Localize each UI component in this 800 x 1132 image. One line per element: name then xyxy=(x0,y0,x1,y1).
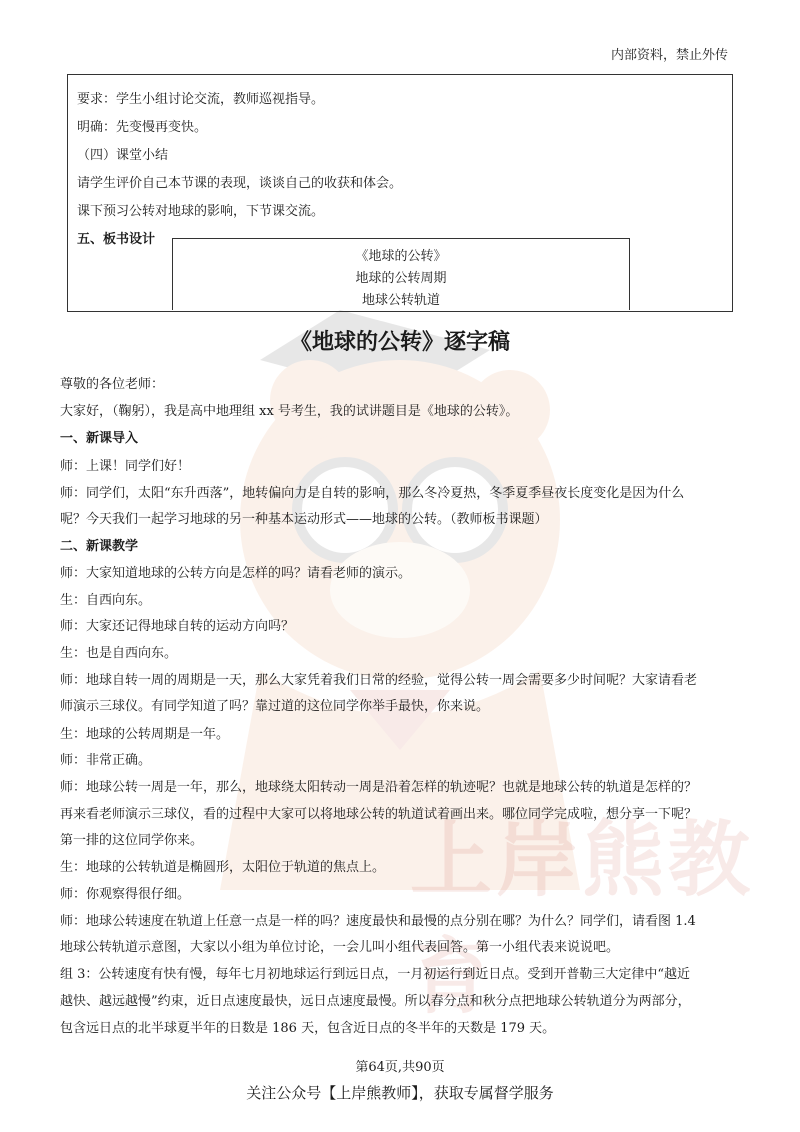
confidential-note: 内部资料，禁止外传 xyxy=(610,48,728,63)
paragraph: 生：地球的公转周期是一年。 xyxy=(60,727,230,742)
paragraph: 师：你观察得很仔细。 xyxy=(60,887,191,902)
paragraph: 师：地球公转速度在轨道上任意一点是一样的吗？速度最快和最慢的点分别在哪？为什么？同学们，请看图 1.4 xyxy=(60,914,696,929)
paragraph: 生：也是自西向东。 xyxy=(60,646,178,661)
paragraph: 师：上课！同学们好！ xyxy=(60,459,191,474)
footer-cta: 关注公众号【上岸熊教师】，获取专属督学服务 xyxy=(246,1084,554,1102)
paragraph: 第一排的这位同学你来。 xyxy=(60,833,204,848)
board-line: 地球的公转周期 xyxy=(355,271,447,286)
board-title: 《地球的公转》 xyxy=(355,249,447,264)
box-line: 课下预习公转对地球的影响，下节课交流。 xyxy=(77,204,325,219)
page-number: 第64页,共90页 xyxy=(355,1060,445,1075)
paragraph: 师：地球公转一周是一年，那么，地球绕太阳转动一周是沿着怎样的轨迹呢？也就是地球公转的轨道是怎样的？ xyxy=(60,780,698,795)
paragraph: 再来看老师演示三球仪，看的过程中大家可以将地球公转的轨道试着画出来。哪位同学完成啦，想分享一下呢？ xyxy=(60,807,698,822)
paragraph: 越快、越远越慢”约束，近日点速度最快，远日点速度最慢。所以春分点和秋分点把地球公转轨道分为两部分， xyxy=(60,994,691,1009)
paragraph: 师：地球自转一周的周期是一天，那么大家凭着我们日常的经验，觉得公转一周会需要多少时间呢？大家请看老 xyxy=(60,673,698,688)
box-line: 要求：学生小组讨论交流，教师巡视指导。 xyxy=(77,92,325,107)
watermark-text: 上岸熊教育 xyxy=(410,813,755,1025)
paragraph: 尊敬的各位老师： xyxy=(60,377,165,392)
paragraph: 组 3：公转速度有快有慢，每年七月初地球运行到远日点，一月初运行到近日点。受到开普勒三大定律中“越近 xyxy=(60,967,691,982)
paragraph: 生：自西向东。 xyxy=(60,593,152,608)
paragraph: 包含远日点的北半球夏半年的日数是 186 天，包含近日点的冬半年的天数是 179 天。 xyxy=(60,1021,556,1036)
paragraph: 师：大家还记得地球自转的运动方向吗？ xyxy=(60,619,295,634)
paragraph: 生：地球的公转轨道是椭圆形，太阳位于轨道的焦点上。 xyxy=(60,860,386,875)
paragraph: 师：大家知道地球的公转方向是怎样的吗？请看老师的演示。 xyxy=(60,566,412,581)
box-line: （四）课堂小结 xyxy=(77,148,169,163)
paragraph: 大家好，（鞠躬），我是高中地理组 xx 号考生，我的试讲题目是《地球的公转》。 xyxy=(60,404,519,419)
section-heading: 二、新课教学 xyxy=(60,539,139,554)
paragraph: 师：同学们，太阳“东升西落”，地转偏向力是自转的影响，那么冬冷夏热，冬季夏季昼夜长度变化是因为什么 xyxy=(60,486,685,501)
page-title: 《地球的公转》逐字稿 xyxy=(289,329,510,355)
paragraph: 呢？今天我们一起学习地球的另一种基本运动形式——地球的公转。（教师板书课题） xyxy=(60,512,548,527)
board-line: 地球公转轨道 xyxy=(361,293,440,308)
paragraph: 师：非常正确。 xyxy=(60,753,152,768)
paragraph: 地球公转轨道示意图，大家以小组为单位讨论，一会儿叫小组代表回答。第一小组代表来说说吧。 xyxy=(60,940,620,955)
paragraph: 师演示三球仪。有同学知道了吗？靠过道的这位同学你举手最快，你来说。 xyxy=(60,699,490,714)
board-design xyxy=(172,238,630,310)
box-line: 明确：先变慢再变快。 xyxy=(77,120,208,135)
section-heading: 一、新课导入 xyxy=(60,431,139,446)
box-line: 请学生评价自己本节课的表现，谈谈自己的收获和体会。 xyxy=(77,176,403,191)
section-heading: 五、板书设计 xyxy=(77,232,156,247)
